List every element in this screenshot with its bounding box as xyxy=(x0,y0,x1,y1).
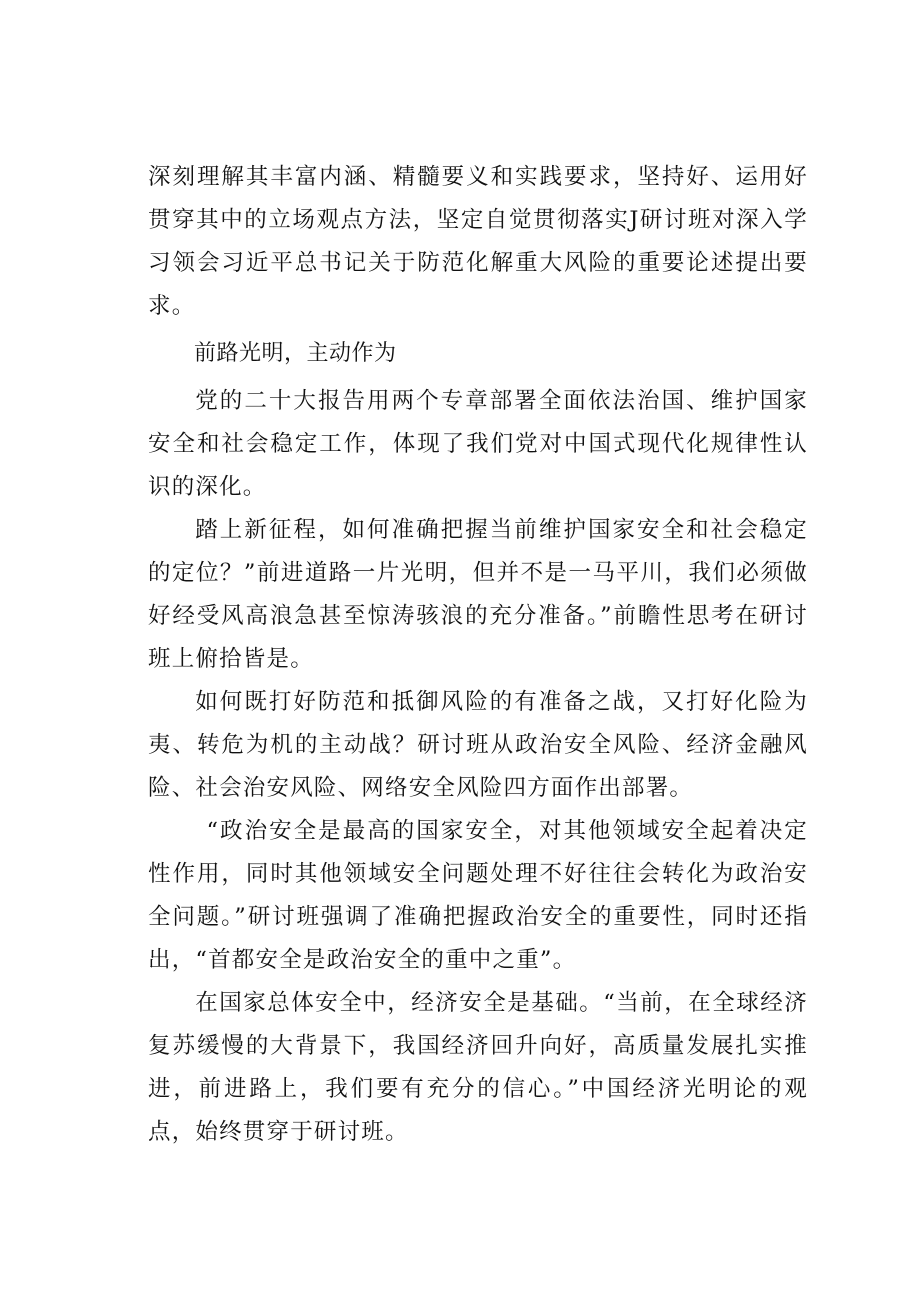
paragraph-new-journey: 踏上新征程，如何准确把握当前维护国家安全和社会稳定的定位？”前进道路一片光明，但并不是一马平川，我们必须做好经受风高浪急甚至惊涛骇浪的充分准备。”前瞻性思考在研讨班上俯拾皆是。 xyxy=(148,517,808,672)
section-heading: 前路光明，主动作为 xyxy=(194,341,397,366)
document-body xyxy=(148,156,808,1154)
paragraph-political-security: “政治安全是最高的国家安全，对其他领域安全起着决定性作用，同时其他领域安全问题处理不好往往会转化为政治安全问题。”研讨班强调了准确把握政治安全的重要性，同时还指出，“首都安全是政治安全的重中之重”。 xyxy=(148,818,808,973)
paragraph-continued: 深刻理解其丰富内涵、精髓要义和实践要求，坚持好、运用好贯穿其中的立场观点方法，坚定自觉贯彻落实J研讨班对深入学习领会习近平总书记关于防范化解重大风险的重要论述提出要求。 xyxy=(148,164,808,319)
paragraph-risk-prevention: 如何既打好防范和抵御风险的有准备之战，又打好化险为夷、转危为机的主动战？研讨班从政治安全风险、经济金融风险、社会治安风险、网络安全风险四方面作出部署。 xyxy=(148,689,808,801)
paragraph-economic-security: 在国家总体安全中，经济安全是基础。“当前，在全球经济复苏缓慢的大背景下，我国经济回升向好，高质量发展扎实推进，前进路上，我们要有充分的信心。”中国经济光明论的观点，始终贯穿于研讨班。 xyxy=(148,990,808,1145)
paragraph-report: 党的二十大报告用两个专章部署全面依法治国、维护国家安全和社会稳定工作，体现了我们党对中国式现代化规律性认识的深化。 xyxy=(148,388,808,500)
